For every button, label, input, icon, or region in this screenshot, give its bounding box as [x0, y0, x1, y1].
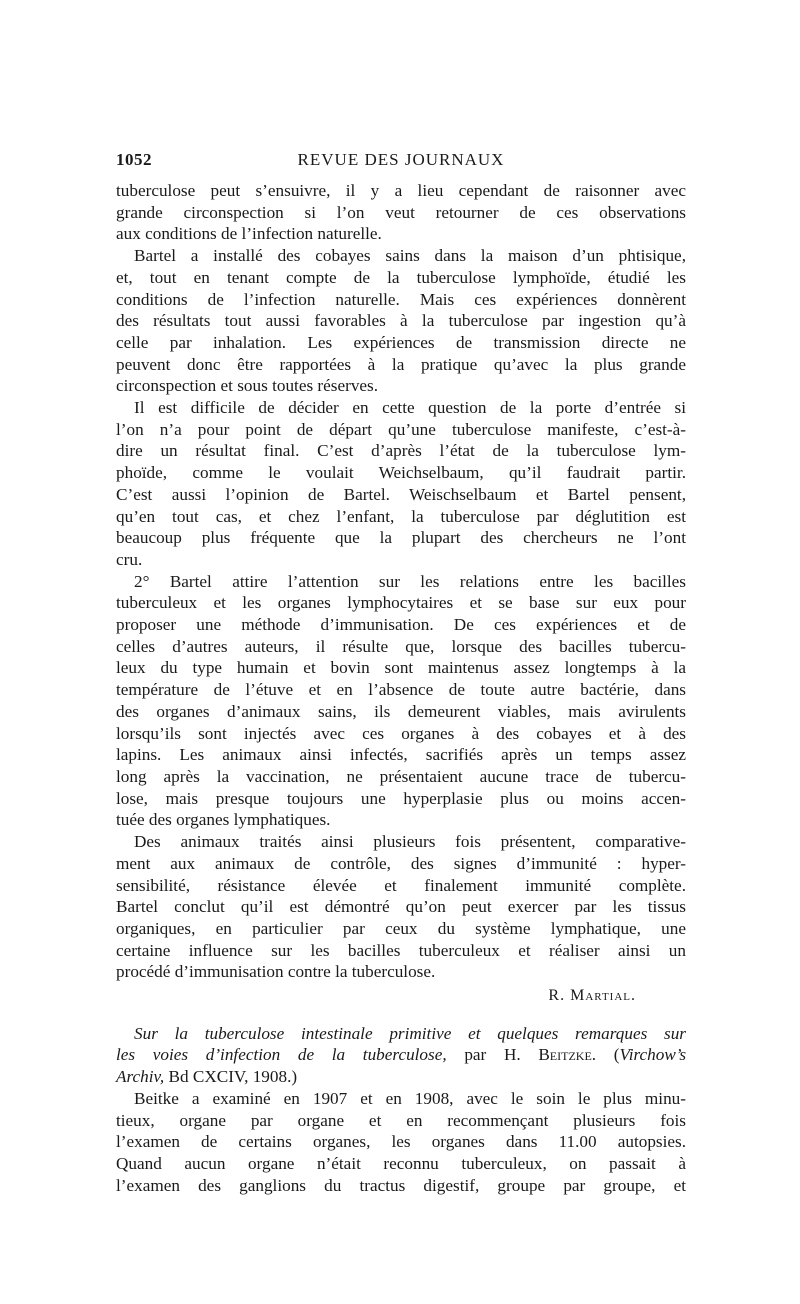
text-line: beaucoup plus fréquente que la plupart des chercheurs ne l’ont [116, 528, 686, 548]
text-line: conditions de l’infection naturelle. Mais ces expériences donnèrent [116, 289, 686, 309]
author-signature: R. Martial. [548, 987, 636, 1005]
page-number: 1052 [116, 150, 152, 169]
document-page [116, 150, 686, 1196]
paragraph-3 [116, 397, 686, 571]
text-line: celles d’autres auteurs, il résulte que, lorsque des bacilles tubercu- [116, 636, 686, 656]
paragraph-4 [116, 571, 686, 831]
text-line: 2° Bartel attire l’attention sur les relations entre les bacilles [134, 571, 686, 591]
text-line: cru. [116, 549, 143, 569]
text-line: l’examen de certains organes, les organes dans 11.00 autopsies. [116, 1132, 686, 1152]
text-line: long après la vaccination, ne présentaient aucune trace de tubercu- [116, 766, 686, 786]
reference-line [116, 1066, 686, 1088]
reference-volume-year: Bd CXCIV, 1908.) [164, 1067, 298, 1087]
text-line: grande circonspection si l’on veut retourner de ces observations [116, 202, 686, 222]
reference-author: H. Beitzke. [503, 1045, 597, 1065]
text-line: phoïde, comme le voulait Weichselbaum, qu’il faudrait partir. [116, 463, 686, 483]
text-line: circonspection et sous toutes réserves. [116, 376, 379, 396]
reference-line [116, 1044, 686, 1066]
text-line: Des animaux traités ainsi plusieurs fois présentent, comparative- [134, 832, 686, 852]
paragraph-5 [116, 831, 686, 983]
paragraph-1 [116, 180, 686, 245]
text-line: Il est difficile de décider en cette question de la porte d’entrée si [134, 398, 686, 418]
section-spacer [116, 1007, 686, 1023]
reference-journal-archiv: Archiv, [116, 1067, 165, 1087]
text-line: procédé d’immunisation contre la tuberculose. [116, 962, 436, 982]
text-line: Quand aucun organe n’était reconnu tuberculeux, on passait à [116, 1153, 686, 1173]
bibliographic-reference [116, 1023, 686, 1088]
text-line: lorsqu’ils sont injectés avec ces organes à des cobayes et à des [116, 723, 686, 743]
text-line: tuée des organes lymphatiques. [116, 810, 331, 830]
reference-title-line: Sur la tuberculose intestinale primitive et quelques remarques sur [134, 1023, 686, 1043]
paragraph-6 [116, 1088, 686, 1197]
text-line: ment aux animaux de contrôle, des signes d’immunité : hyper- [116, 853, 686, 873]
text-line: tuberculeux et les organes lymphocytaires et se base sur eux pour [116, 593, 686, 613]
reference-par: par [446, 1045, 504, 1065]
reference-paren: ( [596, 1045, 620, 1065]
text-line: dire un résultat final. C’est d’après l’état de la tuberculose lym- [116, 441, 686, 461]
text-line: lose, mais presque toujours une hyperplasie plus ou moins accen- [116, 788, 686, 808]
text-line: leux du type humain et bovin sont maintenus assez longtemps à la [116, 658, 686, 678]
text-line: qu’en tout cas, et chez l’enfant, la tuberculose par déglutition est [116, 506, 686, 526]
text-line: l’examen des ganglions du tractus digestif, groupe par groupe, et [116, 1175, 686, 1195]
paragraph-2 [116, 245, 686, 397]
text-line: température de l’étuve et en l’absence de toute autre bactérie, dans [116, 680, 686, 700]
text-line: des organes d’animaux sains, ils demeurent viables, mais avirulents [116, 701, 686, 721]
journal-title: REVUE DES JOURNAUX [297, 150, 505, 169]
text-line: Bartel a installé des cobayes sains dans la maison d’un phtisique, [134, 246, 686, 266]
reference-title-continuation: les voies d’infection de la tuberculose, [116, 1045, 447, 1065]
text-line: certaine influence sur les bacilles tuberculeux et réaliser ainsi un [116, 940, 686, 960]
text-line: C’est aussi l’opinion de Bartel. Weischselbaum et Bartel pensent, [116, 484, 686, 504]
text-line: tieux, organe par organe et en recommençant plusieurs fois [116, 1110, 686, 1130]
text-line: celle par inhalation. Les expériences de transmission directe ne [116, 332, 686, 352]
text-line: des résultats tout aussi favorables à la tuberculose par ingestion qu’à [116, 311, 686, 331]
text-line: peuvent donc être rapportées à la pratique qu’avec la plus grande [116, 354, 686, 374]
text-line: Bartel conclut qu’il est démontré qu’on peut exercer par les tissus [116, 897, 686, 917]
text-line: aux conditions de l’infection naturelle. [116, 224, 382, 244]
text-line: lapins. Les animaux ainsi infectés, sacrifiés après un temps assez [116, 745, 686, 765]
article-body [116, 180, 686, 1196]
text-line: organiques, en particulier par ceux du système lymphatique, une [116, 918, 686, 938]
text-line: tuberculose peut s’ensuivre, il y a lieu cependant de raisonner avec [116, 181, 686, 200]
text-line: proposer une méthode d’immunisation. De ces expériences et de [116, 615, 686, 635]
text-line: sensibilité, résistance élevée et finalement immunité complète. [116, 875, 686, 895]
text-line: et, tout en tenant compte de la tuberculose lymphoïde, étudié les [116, 267, 686, 287]
reference-journal: Virchow’s [619, 1045, 687, 1065]
running-head [116, 150, 686, 180]
text-line: l’on n’a pour point de départ qu’une tuberculose manifeste, c’est-à- [116, 419, 686, 439]
text-line: Beitke a examiné en 1907 et en 1908, avec le soin le plus minu- [134, 1088, 686, 1108]
